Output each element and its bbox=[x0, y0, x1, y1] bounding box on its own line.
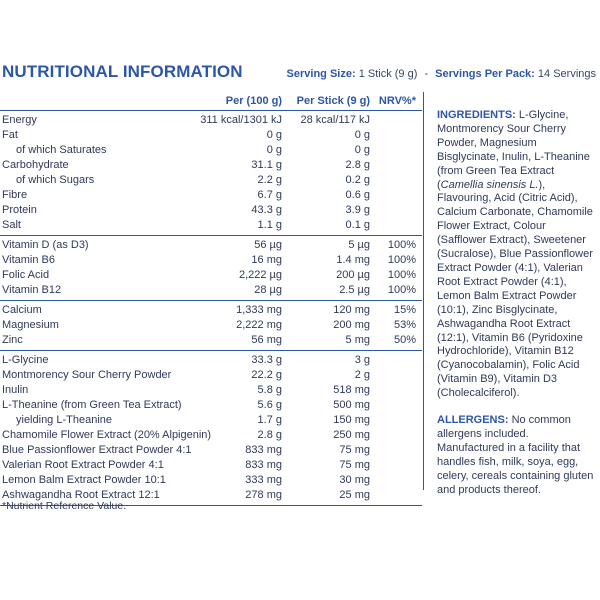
per-stick-value: 200 µg bbox=[336, 269, 370, 281]
servings-per-pack-label: Servings Per Pack: bbox=[435, 68, 535, 80]
per-stick-value: 28 kcal/117 kJ bbox=[300, 114, 370, 126]
ingredients-italic: Camellia sinensis L. bbox=[440, 178, 539, 191]
table-group bbox=[0, 111, 422, 235]
servings-per-pack-value: 14 Servings bbox=[537, 68, 596, 80]
nutrient-name: L-Glycine bbox=[2, 354, 49, 366]
per-stick-value: 75 mg bbox=[339, 444, 370, 456]
per-100g-value: 2.8 g bbox=[257, 429, 282, 441]
table-row bbox=[0, 218, 422, 233]
table-row bbox=[0, 253, 422, 268]
table-row bbox=[0, 413, 422, 428]
nrv-value: 100% bbox=[387, 269, 416, 281]
nutrient-name: Energy bbox=[2, 114, 37, 126]
per-stick-value: 250 mg bbox=[333, 429, 370, 441]
per-stick-value: 25 mg bbox=[339, 489, 370, 501]
table-row bbox=[0, 143, 422, 158]
table-row bbox=[0, 458, 422, 473]
allergens-section bbox=[437, 414, 597, 497]
per-100g-value: 56 mg bbox=[251, 334, 282, 346]
table-row bbox=[0, 283, 422, 298]
table-row bbox=[0, 128, 422, 143]
per-100g-value: 28 µg bbox=[254, 284, 282, 296]
nutrient-name: Fat bbox=[2, 129, 18, 141]
nutrient-name: of which Saturates bbox=[16, 144, 107, 156]
per-stick-value: 2.8 g bbox=[345, 159, 370, 171]
per-stick-value: 150 mg bbox=[333, 414, 370, 426]
per-stick-value: 3.9 g bbox=[345, 204, 370, 216]
table-group bbox=[0, 236, 422, 300]
column-header-per-100g: Per (100 g) bbox=[225, 95, 282, 107]
table-row bbox=[0, 303, 422, 318]
table-row bbox=[0, 158, 422, 173]
nutrient-name: Inulin bbox=[2, 384, 29, 396]
serving-size-value: 1 Stick (9 g) bbox=[358, 68, 418, 80]
page-title: NUTRITIONAL INFORMATION bbox=[2, 62, 243, 81]
per-100g-value: 43.3 g bbox=[251, 204, 282, 216]
table-row bbox=[0, 188, 422, 203]
per-stick-value: 3 g bbox=[354, 354, 370, 366]
per-stick-value: 2 g bbox=[354, 369, 370, 381]
per-stick-value: 120 mg bbox=[333, 304, 370, 316]
per-stick-value: 5 mg bbox=[345, 334, 370, 346]
nutrient-name: Lemon Balm Extract Powder 10:1 bbox=[2, 474, 166, 486]
column-divider bbox=[423, 92, 424, 490]
nutrient-name: Valerian Root Extract Powder 4:1 bbox=[2, 459, 164, 471]
per-100g-value: 2.2 g bbox=[257, 174, 282, 186]
per-100g-value: 5.8 g bbox=[257, 384, 282, 396]
nutrient-name: Vitamin D (as D3) bbox=[2, 239, 89, 251]
nutrient-name: Folic Acid bbox=[2, 269, 50, 281]
per-stick-value: 0.1 g bbox=[345, 219, 370, 231]
nrv-value: 100% bbox=[387, 284, 416, 296]
nutrient-name: Magnesium bbox=[2, 319, 59, 331]
table-row bbox=[0, 173, 422, 188]
column-header-nrv: NRV%* bbox=[378, 95, 416, 107]
per-stick-value: 5 µg bbox=[348, 239, 370, 251]
per-stick-value: 1.4 mg bbox=[336, 254, 370, 266]
nutrient-name: Vitamin B12 bbox=[2, 284, 62, 296]
table-header bbox=[0, 92, 422, 110]
serving-separator: - bbox=[424, 68, 429, 80]
per-100g-value: 22.2 g bbox=[251, 369, 282, 381]
allergens-text: No common allergens included. Manufactured in a facility that handles fish, milk, soya, egg, celery, cereals containing gluten and products thereof. bbox=[437, 414, 594, 496]
table-row bbox=[0, 113, 422, 128]
serving-size-label: Serving Size: bbox=[286, 68, 356, 80]
nutrient-name: Protein bbox=[2, 204, 37, 216]
nutrient-name: Carbohydrate bbox=[2, 159, 69, 171]
nrv-value: 53% bbox=[393, 319, 416, 331]
nutrient-name: L-Theanine (from Green Tea Extract) bbox=[2, 399, 182, 411]
nutrient-name: of which Sugars bbox=[16, 174, 95, 186]
per-100g-value: 16 mg bbox=[251, 254, 282, 266]
nutrient-name: Vitamin B6 bbox=[2, 254, 55, 266]
ingredients-text-2: ), Flavouring, Acid (Citric Acid), Calcium Carbonate, Chamomile Flower Extract, Colour (Safflower Extract), Sweetener (Sucralose), Blue Passionflower Extract Powder (4:1), Valerian Root Extract Powder (4:1), Lemon Balm Extract Powder (10:1), Zinc Bisglycinate, Ashwagandha Root Extract (12:1), Vitamin B6 (Pyridoxine Hydrochloride), Vitamin B12 (Cyanocobalamin), Folic Acid (Vitamin B9), Vitamin D3 (Cholecalciferol). bbox=[437, 178, 593, 400]
table-row bbox=[0, 473, 422, 488]
per-stick-value: 500 mg bbox=[333, 399, 370, 411]
per-100g-value: 31.1 g bbox=[251, 159, 282, 171]
per-100g-value: 2,222 mg bbox=[236, 319, 282, 331]
ingredients-section bbox=[437, 109, 597, 401]
per-100g-value: 333 mg bbox=[245, 474, 282, 486]
table-row bbox=[0, 333, 422, 348]
per-stick-value: 200 mg bbox=[333, 319, 370, 331]
nutrient-name: Montmorency Sour Cherry Powder bbox=[2, 369, 172, 381]
table-row bbox=[0, 353, 422, 368]
table-row bbox=[0, 238, 422, 253]
nutrition-table bbox=[0, 92, 422, 506]
allergens-label: ALLERGENS: bbox=[437, 414, 509, 427]
per-100g-value: 1.1 g bbox=[257, 219, 282, 231]
per-stick-value: 30 mg bbox=[339, 474, 370, 486]
table-row bbox=[0, 383, 422, 398]
ingredients-label: INGREDIENTS: bbox=[437, 109, 516, 121]
nutrient-name: Fibre bbox=[2, 189, 28, 201]
per-stick-value: 0.2 g bbox=[345, 174, 370, 186]
nutrient-name: Zinc bbox=[2, 334, 23, 346]
table-body bbox=[0, 110, 422, 506]
nrv-value: 50% bbox=[393, 334, 416, 346]
nutrient-name: Calcium bbox=[2, 304, 42, 316]
per-100g-value: 833 mg bbox=[245, 459, 282, 471]
serving-info bbox=[287, 68, 596, 80]
column-header-per-stick: Per Stick (9 g) bbox=[296, 95, 370, 107]
table-group bbox=[0, 301, 422, 350]
per-stick-value: 0 g bbox=[354, 129, 370, 141]
ingredients-text-1: L-Glycine, Montmorency Sour Cherry Powder, Magnesium Bisglycinate, Inulin, L-Theanine (from Green Tea Extract ( bbox=[437, 109, 590, 191]
table-row bbox=[0, 398, 422, 413]
per-100g-value: 1,333 mg bbox=[236, 304, 282, 316]
per-100g-value: 56 µg bbox=[254, 239, 282, 251]
per-stick-value: 0 g bbox=[354, 144, 370, 156]
nutrient-name: Chamomile Flower Extract (20% Alpigenin) bbox=[2, 429, 212, 441]
table-row bbox=[0, 268, 422, 283]
nrv-value: 15% bbox=[393, 304, 416, 316]
nrv-value: 100% bbox=[387, 254, 416, 266]
per-100g-value: 833 mg bbox=[245, 444, 282, 456]
side-panel bbox=[437, 109, 597, 497]
per-100g-value: 2,222 µg bbox=[238, 269, 282, 281]
table-row bbox=[0, 443, 422, 458]
nrv-value: 100% bbox=[387, 239, 416, 251]
footnote: *Nutrient Reference Value. bbox=[2, 500, 127, 512]
nutrient-name: Ashwagandha Root Extract 12:1 bbox=[2, 489, 160, 501]
nutrient-name: Salt bbox=[2, 219, 21, 231]
per-100g-value: 1.7 g bbox=[257, 414, 282, 426]
per-stick-value: 2.5 µg bbox=[339, 284, 370, 296]
per-stick-value: 518 mg bbox=[333, 384, 370, 396]
per-100g-value: 5.6 g bbox=[257, 399, 282, 411]
per-100g-value: 33.3 g bbox=[251, 354, 282, 366]
nutrient-name: Blue Passionflower Extract Powder 4:1 bbox=[2, 444, 192, 456]
per-100g-value: 311 kcal/1301 kJ bbox=[200, 114, 282, 126]
nutrient-name: yielding L-Theanine bbox=[16, 414, 113, 426]
table-group bbox=[0, 351, 422, 505]
per-100g-value: 0 g bbox=[266, 144, 282, 156]
table-row bbox=[0, 428, 422, 443]
per-stick-value: 0.6 g bbox=[345, 189, 370, 201]
table-row bbox=[0, 203, 422, 218]
per-100g-value: 0 g bbox=[266, 129, 282, 141]
per-100g-value: 6.7 g bbox=[257, 189, 282, 201]
table-row bbox=[0, 368, 422, 383]
per-100g-value: 278 mg bbox=[245, 489, 282, 501]
table-row bbox=[0, 318, 422, 333]
per-stick-value: 75 mg bbox=[339, 459, 370, 471]
